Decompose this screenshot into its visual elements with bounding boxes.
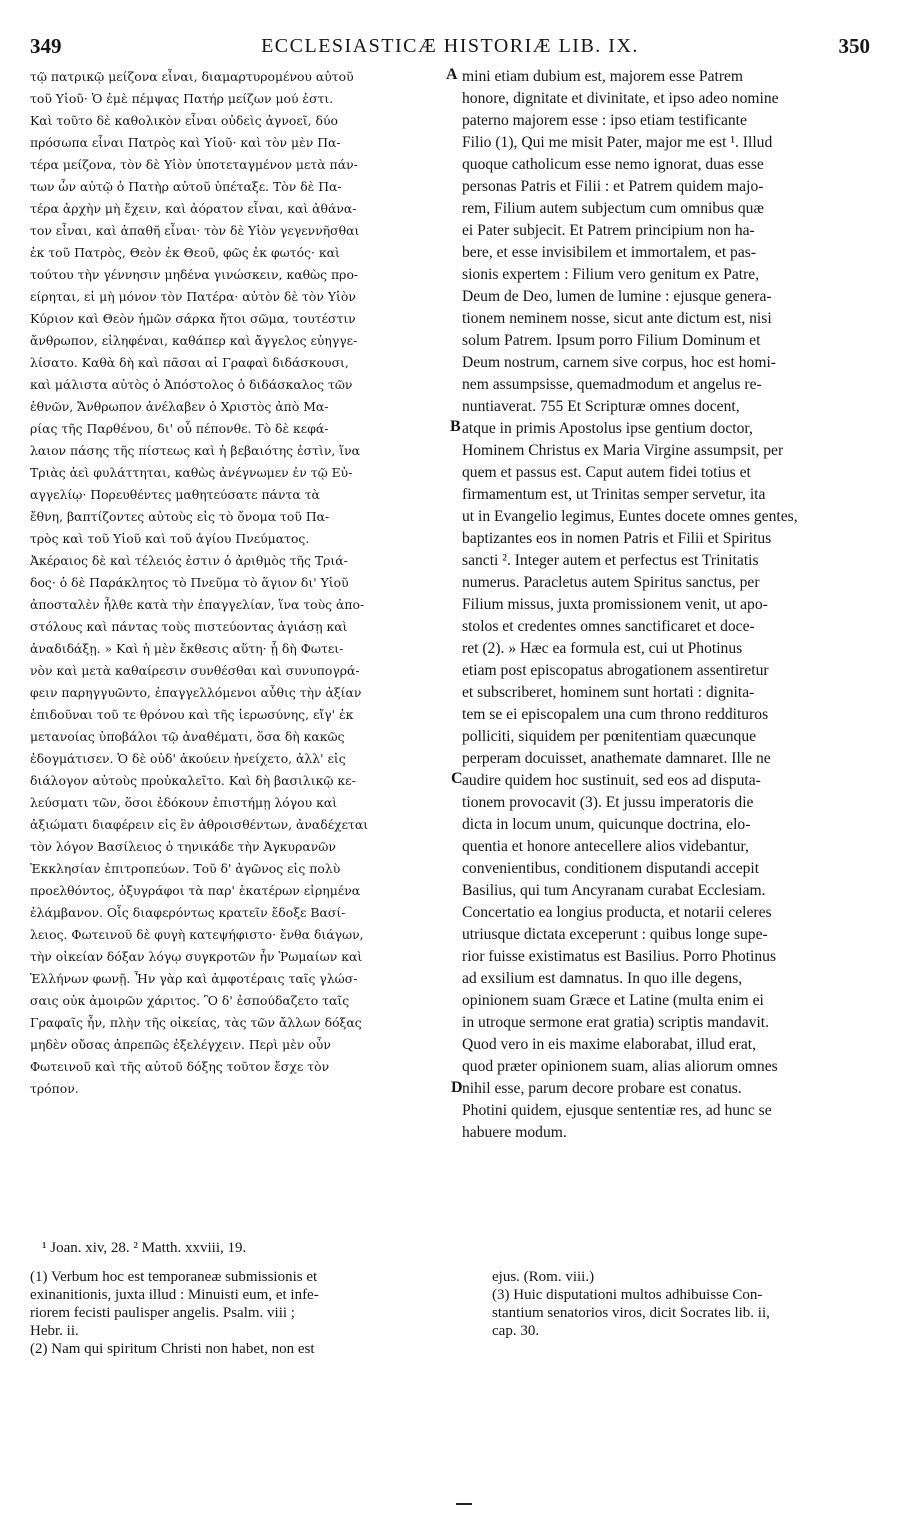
greek-text-line: νὸν καὶ μετὰ καθαίρεσιν συνθέσθαι καὶ συνυπογρά- — [30, 663, 360, 678]
footnote-line: stantium senatorios viros, dicit Socrates lib. ii, — [492, 1305, 770, 1321]
greek-text-line: σαις οὐκ ἀμοιρῶν χάριτος. Ὃ δ' ἐσπούδαζετο ταῖς — [30, 993, 350, 1008]
greek-text-line: ἔθνη, βαπτίζοντες αὐτοὺς εἰς τὸ ὄνομα τοῦ Πα- — [30, 509, 330, 524]
greek-text-line: Φωτεινοῦ καὶ τῆς αὐτοῦ δόξης τοῦτον ἔσχε τὸν — [30, 1059, 330, 1074]
footnote-line: Hebr. ii. — [30, 1323, 79, 1339]
greek-text-column — [30, 66, 448, 1100]
latin-text-line: nem assumpsisse, quemadmodum et angelus re- — [462, 376, 762, 393]
latin-text-line: rior fuisse existimatus est Basilius. Porro Photinus — [462, 948, 777, 965]
footnote-line: (1) Verbum hoc est temporaneæ submissionis et — [30, 1269, 318, 1285]
latin-text-column — [462, 66, 874, 1144]
latin-text-line: Basilius, qui tum Ancyranam curabat Ecclesiam. — [462, 882, 766, 899]
latin-text-line: atque in primis Apostolus ipse gentium doctor, — [462, 420, 753, 437]
greek-text-line: τέρα ἀρχὴν μὴ ἔχειν, καὶ ἀόρατον εἶναι, καὶ ἀθάνα- — [30, 201, 357, 216]
footnote-line: exinanitionis, juxta illud : Minuisti eum, et infe- — [30, 1287, 319, 1303]
latin-text-line: convenientibus, conditionem disputandi accepit — [462, 860, 760, 877]
greek-text-line: Τριὰς ἀεὶ φυλάττηται, καθὼς ἀνέγνωμεν ἐν τῷ Εὐ- — [30, 465, 353, 480]
greek-text-line: τρόπον. — [30, 1081, 79, 1096]
footnote-line: riorem fecisti paulisper angelis. Psalm. viii ; — [30, 1305, 295, 1321]
latin-text-line: ad exsilium est damnatus. In quo ille degens, — [462, 970, 743, 987]
latin-text-line: paterno majorem esse : ipso etiam testificante — [462, 112, 747, 129]
latin-text-line: quoque catholicum esse nemo ignorat, duas esse — [462, 156, 764, 173]
greek-text-line: των ὧν αὐτῷ ὁ Πατὴρ αὐτοῦ ὑπέταξε. Τὸν δὲ Πα- — [30, 179, 342, 194]
latin-text-line: tionem neminem nosse, sicut ante dictum est, nisi — [462, 310, 772, 327]
latin-text-line: quod præter opinionem suam, alias aliorum omnes — [462, 1058, 778, 1075]
greek-text-line: ἐθνῶν, Ἄνθρωπον ἀνέλαβεν ὁ Χριστὸς ἀπὸ Μα- — [30, 399, 329, 414]
margin-marker-c: C — [451, 770, 463, 787]
latin-text-line: Filium missus, juxta promissionem venit, ut apo- — [462, 596, 768, 613]
greek-text-line: είρηται, εἰ μὴ μόνον τὸν Πατέρα· αὐτὸν δὲ τὸν Υἱὸν — [30, 289, 356, 304]
greek-text-line: Ἐκκλησίαν ἐπιτροπεύων. Τοῦ δ' ἀγῶνος εἰς πολὺ — [30, 861, 341, 876]
latin-text-line: ei Pater subjecit. Et Patrem principium non ha- — [462, 222, 755, 239]
greek-text-line: φειν παρηγγυῶντο, ἐπαγγελλόμενοι αὖθις τὴν ἀξίαν — [30, 685, 362, 700]
greek-text-line: ἀναδιδάξῃ. » Καὶ ἡ μὲν ἔκθεσις αὕτη· ᾗ δὴ Φωτει- — [30, 641, 344, 656]
latin-text-line: habuere modum. — [462, 1124, 567, 1141]
greek-text-line: τέρα μείζονα, τὸν δὲ Υἱὸν ὑποτεταγμένον μετὰ πάν- — [30, 157, 358, 172]
latin-text-line: numerus. Paracletus autem Spiritus sanctus, per — [462, 574, 760, 591]
latin-text-line: quem et passus est. Caput autem fidei totius et — [462, 464, 751, 481]
footnote-line: (2) Nam qui spiritum Christi non habet, non est — [30, 1341, 315, 1357]
greek-text-line: τοῦ Υἱοῦ· Ὁ ἐμὲ πέμψας Πατήρ μείζων μού ἐστι. — [30, 91, 334, 106]
latin-text-line: tem se ei episcopalem una cum throno reddituros — [462, 706, 769, 723]
margin-marker-b: B — [450, 418, 461, 435]
latin-text-line: honore, dignitate et divinitate, et ipso adeo nomine — [462, 90, 779, 107]
latin-text-line: Filio (1), Qui me misit Pater, major me est ¹. Illud — [462, 134, 773, 151]
greek-text-line: ἐδογμάτισεν. Ὁ δὲ οὐδ' ἀκούειν ἠνείχετο, ἀλλ' εἰς — [30, 751, 346, 766]
greek-text-line: διάλογον αὐτοὺς προὐκαλεῖτο. Καὶ δὴ βασιλικῷ κε- — [30, 773, 356, 788]
greek-text-line: Ἑλλήνων φωνῇ. Ἦν γὰρ καὶ ἀμφοτέραις ταῖς γλώσ- — [30, 971, 358, 986]
greek-text-line: Ἀκέραιος δὲ καὶ τέλειός ἐστιν ὁ ἀριθμὸς τῆς Τριά- — [30, 553, 348, 568]
greek-text-line: λεύσματι τῶν, ὅσοι ἐδόκουν ἐπιστήμῃ λόγου καὶ — [30, 795, 338, 810]
page-header — [30, 34, 870, 60]
latin-text-line: etiam post episcopatus abrogationem assentiretur — [462, 662, 769, 679]
greek-text-line: αγγελίῳ· Πορευθέντες μαθητεύσατε πάντα τὰ — [30, 487, 320, 502]
latin-text-line: dicta in locum unum, quicunque doctrina, elo- — [462, 816, 751, 833]
greek-text-line: Καὶ τοῦτο δὲ καθολικὸν εἶναι οὐδεὶς ἀγνοεῖ, δύο — [30, 113, 338, 128]
latin-text-line: ret (2). » Hæc ea formula est, cui ut Photinus — [462, 640, 743, 657]
latin-text-line: Hominem Christus ex Maria Virgine assumpsit, per — [462, 442, 784, 459]
greek-text-line: τρὸς καὶ τοῦ Υἱοῦ καὶ τοῦ ἁγίου Πνεύματος. — [30, 531, 310, 546]
latin-text-line: personas Patris et Filii : et Patrem quidem majo- — [462, 178, 764, 195]
latin-text-line: stolos et credentes omnes sanctificaret et doce- — [462, 618, 755, 635]
latin-text-line: Deum de Deo, lumen de lumine : ejusque genera- — [462, 288, 772, 305]
greek-text-line: τον εἶναι, καὶ ἀπαθῆ εἶναι· τὸν δὲ Υἱὸν γεγεννῆσθαι — [30, 223, 360, 238]
greek-text-line: τῷ πατρικῷ μείζονα εἶναι, διαμαρτυρομένου αὐτοῦ — [30, 69, 354, 84]
latin-text-line: nihil esse, parum decore probare est conatus. — [462, 1080, 742, 1097]
latin-text-line: Photini quidem, ejusque sententiæ res, ad hunc se — [462, 1102, 772, 1119]
latin-text-line: in utroque sermone erat gratia) scriptis mandavit. — [462, 1014, 770, 1031]
greek-text-line: Κύριον καὶ Θεὸν ἡμῶν σάρκα ἤτοι σῶμα, τουτέστιν — [30, 311, 356, 326]
greek-text-line: δος· ὁ δὲ Παράκλητος τὸ Πνεῦμα τὸ ἅγιον δι' Υἱοῦ — [30, 575, 349, 590]
latin-text-line: perperam docuisset, anathemate damnaret. Ille ne — [462, 750, 771, 767]
latin-text-line: firmamentum est, ut Trinitas semper servetur, ita — [462, 486, 766, 503]
margin-marker-d: D — [451, 1079, 463, 1096]
greek-text-line: μηδὲν οὔσας ἀπρεπῶς ἐξελέγχειν. Περὶ μὲν οὖν — [30, 1037, 331, 1052]
greek-text-line: ρίας τῆς Παρθένου, δι' οὗ πέπονθε. Τὸ δὲ κεφά- — [30, 421, 329, 436]
footnote-line: cap. 30. — [492, 1323, 540, 1339]
greek-text-line: τὴν οἰκείαν δόξαν λόγῳ συγκροτῶν ἦν Ῥωμαίων καὶ — [30, 949, 363, 964]
greek-text-line: λαιον πάσης τῆς πίστεως καὶ ἡ βεβαιότης ἐστὶν, ἵνα — [30, 443, 360, 458]
latin-text-line: nuntiaverat. 755 Et Scripturæ omnes docent, — [462, 398, 740, 415]
greek-text-line: καὶ μάλιστα αὐτὸς ὁ Ἀπόστολος ὁ διδάσκαλος τῶν — [30, 377, 353, 392]
scripture-references: ¹ Joan. xiv, 28. ² Matth. xxviii, 19. — [42, 1240, 247, 1256]
greek-text-line: στόλους καὶ πάντας τοὺς πιστεύοντας ἁγιάσῃ καὶ — [30, 619, 348, 634]
greek-text-line: λίσατο. Καθὰ δὴ καὶ πᾶσαι αἱ Γραφαὶ διδάσκουσι, — [30, 355, 349, 370]
latin-text-line: tionem provocavit (3). Et jussu imperatoris die — [462, 794, 754, 811]
greek-text-line: ἄνθρωπον, εἰληφέναι, καθάπερ καὶ ἄγγελος εὐηγγε- — [30, 333, 358, 348]
footnotes-left — [30, 1268, 448, 1358]
greek-text-line: πρόσωπα εἶναι Πατρὸς καὶ Υἱοῦ· καὶ τὸν μὲν Πα- — [30, 135, 341, 150]
greek-text-line: ἐκ τοῦ Πατρὸς, Θεὸν ἐκ Θεοῦ, φῶς ἐκ φωτός· καὶ — [30, 245, 340, 260]
latin-text-line: et subscriberet, hominem sunt hortati : dignita- — [462, 684, 755, 701]
greek-text-line: ἐπιδοῦναι τοῦ τε θρόνου καὶ τῆς ἱερωσύνης, εἴγ' ἐκ — [30, 707, 354, 722]
left-page-number: 349 — [30, 34, 62, 58]
latin-text-line: bere, et esse invisibilem et immortalem, et pas- — [462, 244, 757, 261]
page-end-rule — [456, 1503, 472, 1505]
margin-marker-a: A — [446, 66, 458, 83]
greek-text-line: τὸν λόγον Βασίλειος ὁ τηνικάδε τὴν Ἀγκυρανῶν — [30, 839, 336, 854]
latin-text-line: solum Patrem. Ipsum porro Filium Dominum et — [462, 332, 761, 349]
latin-text-line: Quod vero in eis maxime elaborabat, illud erat, — [462, 1036, 757, 1053]
latin-text-line: ut in Evangelio legimus, Euntes docete omnes gentes, — [462, 508, 798, 525]
latin-text-line: sionis expertem : Filium vero genitum ex Patre, — [462, 266, 760, 283]
latin-text-line: polliciti, siquidem per pœnitentiam quæcunque — [462, 728, 757, 745]
latin-text-line: opinionem suam Græce et Latine (multa enim ei — [462, 992, 764, 1009]
latin-text-line: sancti ². Integer autem et perfectus est Trinitatis — [462, 552, 759, 569]
right-page-number: 350 — [838, 34, 870, 58]
greek-text-line: τούτου τὴν γέννησιν μηδένα γινώσκειν, καθὼς προ- — [30, 267, 359, 282]
greek-text-line: μετανοίας ὑποβάλοι τῷ ἀναθέματι, ὅσα δὴ κακῶς — [30, 729, 345, 744]
greek-text-line: προελθόντος, ὀξυγράφοι τὰ παρ' ἑκατέρων εἰρημένα — [30, 883, 361, 898]
greek-text-line: ἀποσταλὲν ἦλθε κατὰ τὴν ἐπαγγελίαν, ἵνα τοὺς ἀπο- — [30, 597, 365, 612]
latin-text-line: quentia et honore antecellere alios videbantur, — [462, 838, 749, 855]
greek-text-line: Γραφαῖς ἦν, πλὴν τῆς οἰκείας, τὰς τῶν ἄλλων δόξας — [30, 1015, 362, 1030]
running-title: ECCLESIASTICÆ HISTORIÆ LIB. IX. — [261, 35, 639, 57]
latin-text-line: baptizantes eos in nomen Patris et Filii et Spiritus — [462, 530, 772, 547]
footnotes-right — [492, 1268, 874, 1340]
latin-text-line: Deum nostrum, carnem sive corpus, hoc est homi- — [462, 354, 776, 371]
footnote-line: ejus. (Rom. viii.) — [492, 1269, 595, 1285]
latin-text-line: audire quidem hoc sustinuit, sed eos ad disputa- — [462, 772, 761, 789]
greek-text-line: λειος. Φωτεινοῦ δὲ φυγὴ κατεψήφιστο· ἔνθα διάγων, — [30, 927, 364, 942]
footnote-line: (3) Huic disputationi multos adhibuisse Con- — [492, 1287, 763, 1303]
latin-text-line: Concertatio ea longius producta, et notarii celeres — [462, 904, 772, 921]
greek-text-line: ἐλάμβανον. Οἷς διαφερόντως κρατεῖν ἔδοξε Βασί- — [30, 905, 346, 920]
greek-text-line: ἀξιώματι διαφέρειν εἰς ἓν ἀθροισθέντων, ἀναδέχεται — [30, 817, 369, 832]
latin-text-line: mini etiam dubium est, majorem esse Patrem — [462, 68, 744, 85]
latin-text-line: utriusque dictata exceperunt : quibus longe supe- — [462, 926, 768, 943]
latin-text-line: rem, Filium autem subjectum cum omnibus quæ — [462, 200, 764, 217]
